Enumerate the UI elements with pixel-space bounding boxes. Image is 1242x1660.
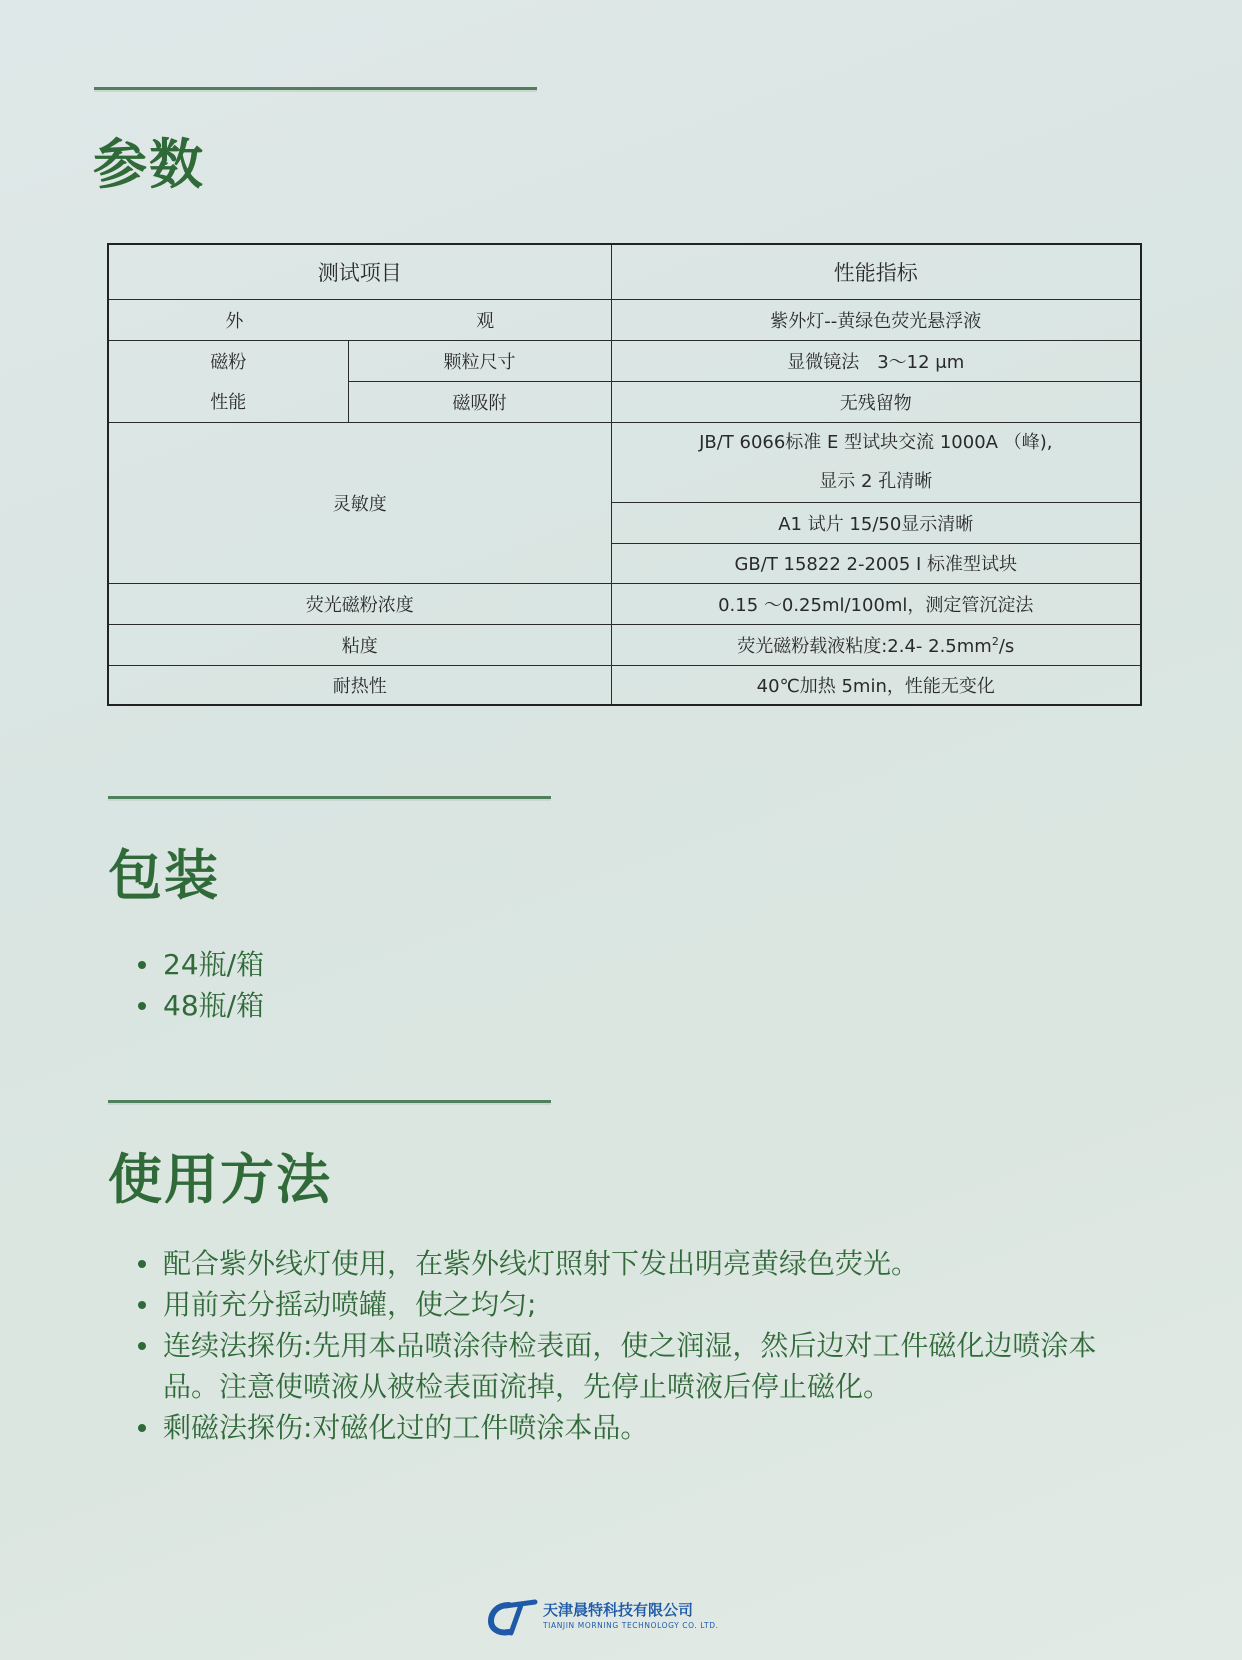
viscosity-value-suffix: /s (998, 635, 1015, 657)
divider-usage (108, 1100, 551, 1103)
table-cell-concentration-value: 0.15 ～0.25ml/100ml，测定管沉淀法 (611, 583, 1141, 624)
table-cell-particle-size-label: 颗粒尺寸 (348, 340, 611, 381)
divider-params (94, 87, 537, 90)
table-cell-sensitivity-value1 (611, 422, 1141, 502)
list-item: 用前充分摇动喷罐，使之均匀; (108, 1284, 1150, 1325)
company-name-en: TIANJIN MORNING TECHNOLOGY CO. LTD. (543, 1621, 719, 1630)
magnetic-powder-line2: 性能 (210, 392, 247, 414)
list-item: 24瓶/箱 (108, 944, 708, 985)
list-item: 配合紫外线灯使用，在紫外线灯照射下发出明亮黄绿色荧光。 (108, 1243, 1150, 1284)
table-cell-adsorption-value: 无残留物 (611, 381, 1141, 422)
company-name-cn: 天津晨特科技有限公司 (543, 1601, 694, 1619)
list-item: 连续法探伤:先用本品喷涂待检表面，使之润湿，然后边对工件磁化边喷涂本品。注意使喷液从被检表面流掉，先停止喷液后停止磁化。 (108, 1325, 1150, 1407)
table-cell-sensitivity-label: 灵敏度 (108, 422, 611, 583)
table-cell-magnetic-powder-group (108, 340, 348, 422)
magnetic-powder-line1: 磁粉 (210, 351, 247, 373)
usage-list (108, 1243, 1150, 1448)
company-logo (487, 1597, 727, 1637)
table-cell-appearance-value: 紫外灯--黄绿色荧光悬浮液 (611, 299, 1141, 340)
table-cell-sensitivity-value2: A1 试片 15/50显示清晰 (611, 502, 1141, 543)
table-cell-heat-resistance-label: 耐热性 (108, 665, 611, 705)
table-cell-particle-size-value: 显微镜法 3～12 μm (611, 340, 1141, 381)
parameters-table (107, 243, 1142, 706)
section-title-packaging: 包装 (108, 844, 220, 907)
appearance-label-a: 外 (225, 310, 244, 332)
table-cell-heat-resistance-value: 40℃加热 5min，性能无变化 (611, 665, 1141, 705)
sensitivity-value1-line1: JB/T 6066标准 E 型试块交流 1000A （峰), (699, 432, 1053, 453)
table-cell-viscosity-label: 粘度 (108, 624, 611, 665)
table-cell-viscosity-value (611, 624, 1141, 665)
table-cell-concentration-label: 荧光磁粉浓度 (108, 583, 611, 624)
list-item: 剩磁法探伤:对磁化过的工件喷涂本品。 (108, 1407, 1150, 1448)
table-header-item: 测试项目 (108, 244, 611, 299)
company-logo-icon (487, 1597, 539, 1637)
table-header-spec: 性能指标 (611, 244, 1141, 299)
appearance-label-b: 观 (476, 310, 495, 332)
table-row-appearance-label (108, 299, 611, 340)
sensitivity-value1-line2: 显示 2 孔清晰 (819, 471, 933, 492)
divider-packaging (108, 796, 551, 799)
list-item: 48瓶/箱 (108, 985, 708, 1026)
table-cell-adsorption-label: 磁吸附 (348, 381, 611, 422)
viscosity-value-prefix: 荧光磁粉载液粘度:2.4- 2.5mm (737, 635, 992, 657)
packaging-list (108, 944, 708, 1026)
table-cell-sensitivity-value3: GB/T 15822 2-2005 I 标准型试块 (611, 543, 1141, 583)
section-title-usage: 使用方法 (108, 1148, 332, 1211)
section-title-params: 参数 (93, 133, 205, 196)
viscosity-value-sup: 2 (991, 634, 999, 648)
